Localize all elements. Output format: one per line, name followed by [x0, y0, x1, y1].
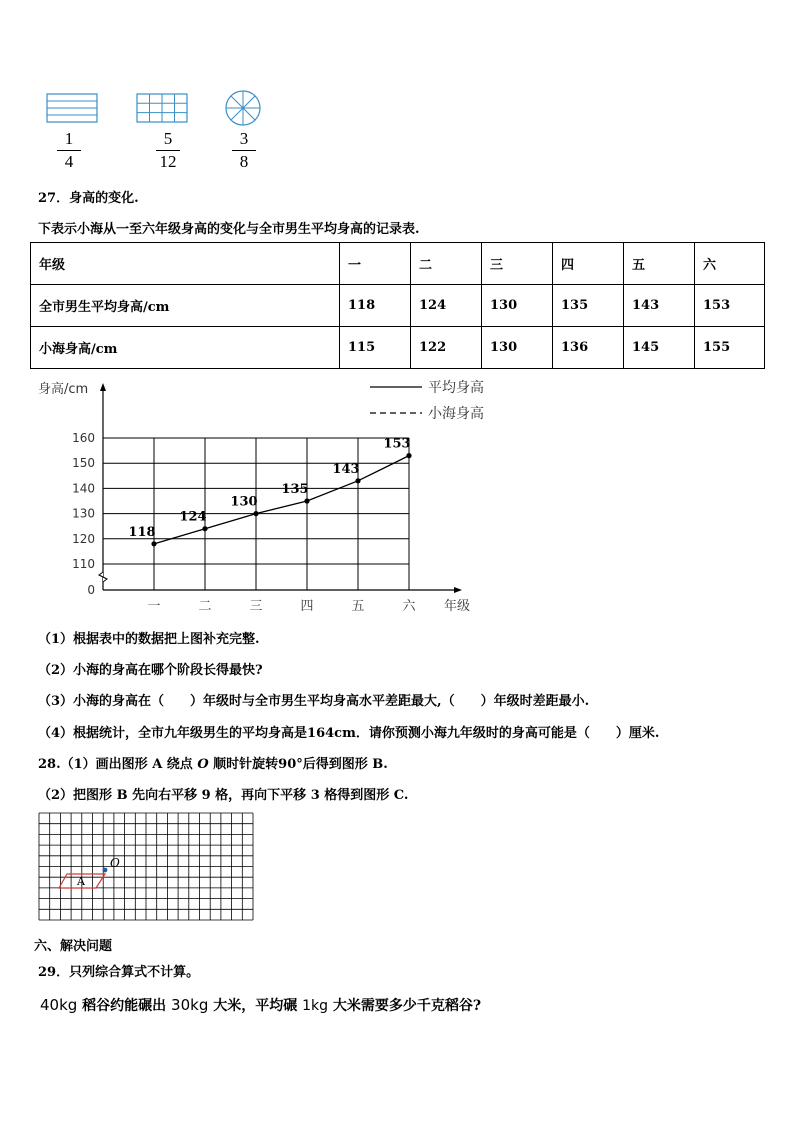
table-cell: 155 — [695, 327, 765, 369]
table-cell: 115 — [340, 327, 411, 369]
q28-line2: （2）把图形 B 先向右平移 9 格，再向下平移 3 格得到图形 C. — [38, 788, 409, 803]
table-cell: 130 — [482, 327, 553, 369]
x-tick-label: 五 — [351, 599, 365, 614]
table-row — [31, 327, 765, 369]
fraction-figure-quarters — [46, 93, 98, 123]
y-tick-label: 130 — [72, 506, 95, 521]
q28-line1-a: 28.（1）画出图形 A 绕点 — [38, 757, 198, 772]
x-tick-label: 六 — [402, 599, 416, 614]
q29-mass-3: 1kg — [302, 998, 328, 1014]
data-label: 124 — [179, 509, 207, 525]
q27-sub2: （2）小海的身高在哪个阶段长得最快? — [38, 663, 263, 678]
denominator: 8 — [239, 152, 249, 171]
x-tick-label: 四 — [300, 599, 314, 614]
data-label: 143 — [332, 461, 360, 477]
denominator: 12 — [159, 152, 177, 171]
q29-text-b: 稻谷约能碾出 — [77, 998, 172, 1014]
table-header-row — [31, 243, 765, 285]
q28-line1-b: 顺时针旋转90°后得到图形 B. — [208, 757, 388, 772]
legend-label: 平均身高 — [428, 380, 484, 396]
y-tick-label: 140 — [72, 481, 95, 496]
fraction-one-quarter — [49, 130, 89, 171]
table-cell: 153 — [695, 285, 765, 327]
table-cell: 136 — [553, 327, 624, 369]
table-cell: 135 — [553, 285, 624, 327]
y-tick-label: 0 — [87, 583, 95, 597]
point-o-label: O — [110, 856, 120, 870]
fraction-figure-eighths — [224, 89, 262, 127]
numerator: 3 — [239, 129, 249, 148]
q27-sub1: （1）根据表中的数据把上图补充完整. — [38, 632, 260, 647]
table-cell: 一 — [340, 243, 411, 285]
table-cell: 全市男生平均身高/cm — [31, 285, 340, 327]
table-cell: 二 — [411, 243, 482, 285]
shape-a-label: A — [77, 875, 85, 888]
x-tick-label: 一 — [147, 599, 161, 614]
data-point — [202, 526, 207, 531]
q29-mass-1: 40kg — [40, 996, 78, 1014]
q29-text — [40, 995, 481, 1015]
q27-sub4: （4）根据统计，全市九年级男生的平均身高是164cm．请你预测小海九年级时的身高可能是（ ）厘米. — [38, 726, 660, 741]
fraction-figure-twelfths — [136, 93, 188, 123]
q27-intro: 下表示小海从一至六年级身高的变化与全市男生平均身高的记录表. — [38, 222, 420, 237]
table-cell: 三 — [482, 243, 553, 285]
fraction-three-eighths — [224, 130, 264, 171]
q28-line1 — [38, 753, 388, 772]
table-cell: 118 — [340, 285, 411, 327]
data-label: 130 — [230, 494, 258, 510]
numerator: 1 — [64, 129, 74, 148]
q29-mass-2: 30kg — [171, 996, 209, 1014]
data-label: 153 — [383, 436, 411, 452]
data-label: 118 — [128, 524, 156, 540]
q29-title: 29．只列综合算式不计算。 — [38, 965, 200, 980]
fraction-five-twelfths — [148, 130, 188, 171]
data-point — [355, 478, 360, 483]
x-tick-label: 二 — [198, 599, 212, 614]
y-tick-label: 120 — [72, 531, 95, 546]
y-tick-label: 150 — [72, 456, 95, 471]
table-cell: 124 — [411, 285, 482, 327]
x-axis-arrow — [454, 587, 462, 593]
section-six-heading: 六、解决问题 — [34, 939, 113, 954]
table-row — [31, 285, 765, 327]
numerator: 5 — [163, 129, 173, 148]
table-cell: 130 — [482, 285, 553, 327]
q29-text-f: 大米需要多少千克稻谷? — [328, 998, 482, 1014]
rotation-grid — [38, 812, 254, 922]
series-line-average — [154, 456, 409, 544]
data-point — [151, 541, 156, 546]
point-o — [103, 868, 108, 873]
y-tick-label: 160 — [72, 431, 95, 445]
x-axis-title: 年级 — [444, 599, 471, 614]
data-label: 135 — [281, 482, 309, 497]
q27-title: 27．身高的变化. — [38, 191, 139, 206]
table-cell: 小海身高/cm — [31, 327, 340, 369]
q29-text-d: 大米，平均碾 — [208, 998, 303, 1014]
q27-sub3: （3）小海的身高在（ ）年级时与全市男生平均身高水平差距最大,（ ）年级时差距最小. — [38, 694, 590, 709]
table-cell: 年级 — [31, 243, 340, 285]
y-tick-label: 110 — [72, 557, 95, 571]
data-point — [406, 453, 411, 458]
axis-break — [99, 572, 107, 582]
table-cell: 四 — [553, 243, 624, 285]
table-cell: 145 — [624, 327, 695, 369]
y-axis-title: 身高/cm — [38, 382, 89, 397]
table-cell: 143 — [624, 285, 695, 327]
table-cell: 六 — [695, 243, 765, 285]
x-tick-label: 三 — [249, 599, 263, 614]
q28-point-o: O — [197, 757, 209, 772]
height-line-chart — [30, 375, 500, 620]
height-record-table — [30, 242, 765, 369]
legend-label: 小海身高 — [428, 406, 484, 422]
table-cell: 122 — [411, 327, 482, 369]
y-axis-arrow — [100, 383, 106, 391]
table-cell: 五 — [624, 243, 695, 285]
denominator: 4 — [64, 152, 74, 171]
data-point — [253, 511, 258, 516]
data-point — [304, 498, 309, 503]
